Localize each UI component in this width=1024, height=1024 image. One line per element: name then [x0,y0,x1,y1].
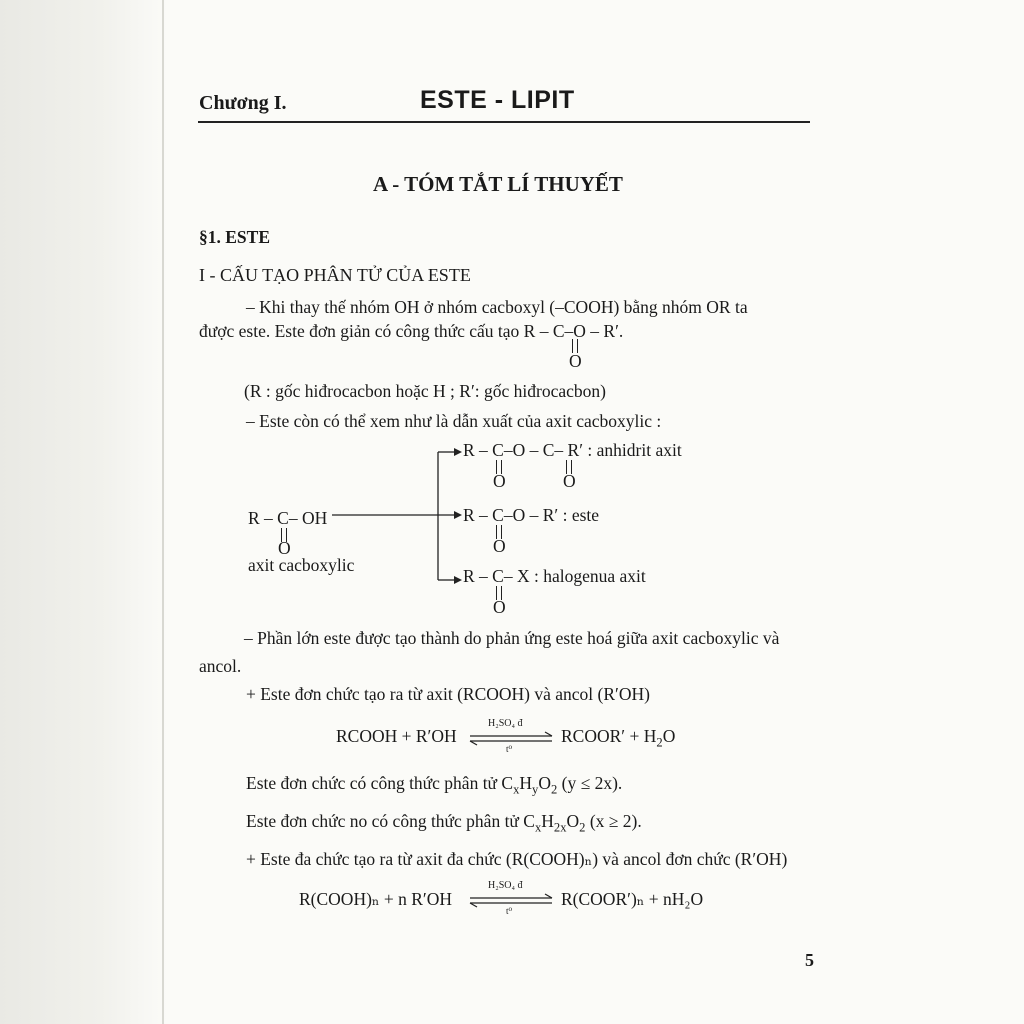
page-number: 5 [805,950,814,970]
paragraph-7: + Este đa chức tạo ra từ axit đa chức (R(COOH)ₙ) và ancol đơn chức (R′OH) [246,849,788,869]
paragraph-6-prefix: Este đơn chức no có công thức phân tử C [246,811,535,831]
eq1-right-main: RCOOR′ + H [561,726,657,746]
acid-oxygen: O [278,538,291,558]
eq1-right: RCOOR′ + $H_2O$ [561,726,676,750]
paragraph-6: Este đơn chức no có công thức phân tử $C_xH_{2x}O_2$ (x ≥ 2). [246,811,642,835]
halide-oxygen: O [493,597,506,617]
part-title: I - CẤU TẠO PHÂN TỬ CỦA ESTE [199,265,471,285]
paragraph-5: Este đơn chức có công thức phân tử $C_xH_yO_2$ (y ≤ 2x). [246,773,623,797]
chapter-label: Chương I. [199,92,287,114]
paragraph-3-line-1: – Phần lớn este được tạo thành do phản ứng este hoá giữa axit cacboxylic và [244,628,780,648]
anhydride-oxygen-2: O [563,471,576,491]
ester-product-oxygen: O [493,536,506,556]
eq2-right: R(COOR′)ₙ + nH₂O [561,889,704,909]
eq1-left: RCOOH + R′OH [336,726,457,746]
anhydride-oxygen-1: O [493,471,506,491]
arrow-to-ester-head [454,511,462,519]
paragraph-1-prefix: được este. Este đơn giản có công thức cấu tạo [199,321,520,341]
paragraph-3-line-2: ancol. [199,656,242,676]
eq2-left: R(COOH)ₙ + n R′OH [299,889,453,909]
halide-formula: R – C– X : halogenua axit [463,566,646,586]
paragraph-4: + Este đơn chức tạo ra từ axit (RCOOH) và ancol (R′OH) [246,684,650,704]
paragraph-1-line-1: – Khi thay thế nhóm OH ở nhóm cacboxyl (–COOH) bằng nhóm OR ta [246,297,748,317]
subsection-title: §1. ESTE [199,227,270,247]
formula-oxygen: O [569,351,582,371]
eq1-right-tail: O [662,726,676,746]
chapter-title: ESTE - LIPIT [420,86,575,114]
ester-formula: R – C–O – R′. [523,321,624,341]
eq1-condition-bottom: t⁰ [506,744,513,754]
paragraph-5-prefix: Este đơn chức có công thức phân tử C [246,773,514,793]
anhydride-formula: R – C–O – C– R′ : anhidrit axit [463,440,682,460]
paragraph-2: – Este còn có thể xem như là dẫn xuất của axit cacboxylic : [246,411,662,431]
eq1-condition-top: H₂SO₄ đ [488,718,523,729]
arrow-to-anhydride-head [454,448,462,456]
eq2-condition-top: H₂SO₄ đ [488,880,523,891]
note-text: (R : gốc hiđrocacbon hoặc H ; R′: gốc hiđrocacbon) [244,381,606,401]
eq2-condition-bottom: t⁰ [506,906,513,916]
arrow-to-halide-head [454,576,462,584]
section-title: A - TÓM TẮT LÍ THUYẾT [373,172,623,196]
ester-product-formula: R – C–O – R′ : este [463,505,600,525]
paragraph-6-suffix: (x ≥ 2). [589,811,642,831]
acid-label: axit cacboxylic [248,555,355,575]
acid-formula: R – C– OH [248,508,328,528]
paragraph-5-suffix: (y ≤ 2x). [561,773,623,793]
